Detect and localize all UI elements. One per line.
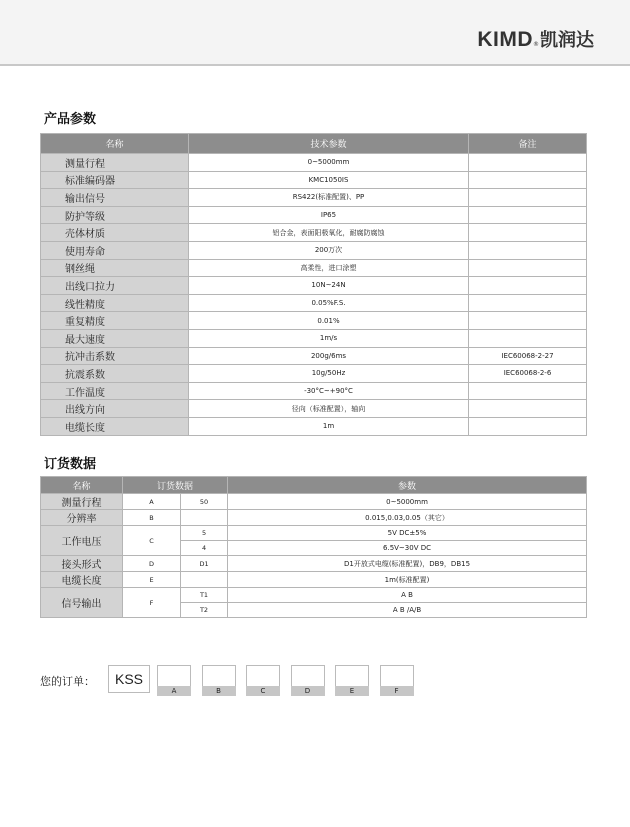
param-name: 壳体材质 [41, 224, 189, 242]
params-row [41, 417, 587, 435]
params-header-name: 名称 [41, 134, 189, 154]
order-section-title: 订货数据 [44, 457, 97, 472]
params-row [41, 259, 587, 277]
param-value: 0.01% [189, 312, 469, 330]
param-note [469, 206, 587, 224]
order-code-slot[interactable] [380, 665, 414, 696]
order-code-slot[interactable] [291, 665, 325, 696]
param-note [469, 329, 587, 347]
order-code-slot-letter: F [380, 686, 414, 696]
param-note [469, 224, 587, 242]
order-code-slot[interactable] [202, 665, 236, 696]
param-note [469, 154, 587, 172]
param-note [469, 171, 587, 189]
param-note [469, 382, 587, 400]
params-row [41, 400, 587, 418]
params-table [40, 133, 587, 436]
order-row [41, 556, 587, 572]
order-item-param: 0.015,0.03,0.05（其它） [228, 510, 587, 526]
order-item-param: 1m(标准配置) [228, 572, 587, 588]
params-header-row [41, 134, 587, 154]
order-row [41, 588, 587, 603]
order-code-slot[interactable] [335, 665, 369, 696]
param-name: 抗震系数 [41, 365, 189, 383]
params-row [41, 365, 587, 383]
params-row [41, 277, 587, 295]
order-item-name: 分辨率 [41, 510, 123, 526]
param-name: 线性精度 [41, 294, 189, 312]
order-row [41, 510, 587, 526]
order-row [41, 572, 587, 588]
param-value: 径向（标准配置），轴向 [189, 400, 469, 418]
param-note: IEC60068-2-6 [469, 365, 587, 383]
param-note [469, 417, 587, 435]
param-value: 200万次 [189, 241, 469, 259]
param-value: 高柔性，进口涂塑 [189, 259, 469, 277]
param-name: 钢丝绳 [41, 259, 189, 277]
order-header-param: 参数 [228, 477, 587, 494]
order-item-name: 信号输出 [41, 588, 123, 618]
order-code-prefix: KSS [108, 665, 150, 693]
params-row [41, 154, 587, 172]
order-code-slot-letter: B [202, 686, 236, 696]
order-item-option [181, 572, 228, 588]
param-name: 最大速度 [41, 329, 189, 347]
order-code-slot[interactable] [246, 665, 280, 696]
order-row [41, 526, 587, 541]
param-value: 1m/s [189, 329, 469, 347]
order-code-slot-letter: C [246, 686, 280, 696]
params-row [41, 189, 587, 207]
param-name: 抗冲击系数 [41, 347, 189, 365]
logo-text-cn: 凯润达 [540, 30, 594, 51]
param-note [469, 400, 587, 418]
order-item-code: F [123, 588, 181, 618]
order-item-code: E [123, 572, 181, 588]
order-header-name: 名称 [41, 477, 123, 494]
param-value: 10g/50Hz [189, 365, 469, 383]
param-value: 10N~24N [189, 277, 469, 295]
param-note [469, 294, 587, 312]
param-name: 工作温度 [41, 382, 189, 400]
param-note [469, 277, 587, 295]
order-table [40, 476, 587, 618]
param-value: 铝合金，表面阳极氧化，耐腐防腐蚀 [189, 224, 469, 242]
params-row [41, 206, 587, 224]
params-row [41, 347, 587, 365]
param-name: 重复精度 [41, 312, 189, 330]
order-item-option: 4 [181, 541, 228, 556]
params-section-title: 产品参数 [44, 112, 97, 127]
param-name: 出线口拉力 [41, 277, 189, 295]
order-item-param: A B /A/B [228, 603, 587, 618]
param-value: 1m [189, 417, 469, 435]
params-header-value: 技术参数 [189, 134, 469, 154]
param-name: 使用寿命 [41, 241, 189, 259]
param-name: 防护等级 [41, 206, 189, 224]
params-row [41, 294, 587, 312]
order-code-slot[interactable] [157, 665, 191, 696]
order-item-option: 50 [181, 494, 228, 510]
order-code-slot-letter: D [291, 686, 325, 696]
param-note: IEC60068-2-27 [469, 347, 587, 365]
order-item-option: T1 [181, 588, 228, 603]
params-row [41, 312, 587, 330]
param-value: KMC1050IS [189, 171, 469, 189]
order-item-option: 5 [181, 526, 228, 541]
order-item-name: 测量行程 [41, 494, 123, 510]
header-divider [0, 64, 630, 66]
order-item-code: A [123, 494, 181, 510]
order-item-param: 6.5V~30V DC [228, 541, 587, 556]
param-name: 出线方向 [41, 400, 189, 418]
param-value: 0.05%F.S. [189, 294, 469, 312]
order-item-code: C [123, 526, 181, 556]
param-note [469, 241, 587, 259]
param-value: IP65 [189, 206, 469, 224]
param-name: 电缆长度 [41, 417, 189, 435]
order-item-option: D1 [181, 556, 228, 572]
param-name: 测量行程 [41, 154, 189, 172]
order-item-param: A B [228, 588, 587, 603]
params-row [41, 329, 587, 347]
logo-text-en: KIMD [477, 28, 533, 51]
param-note [469, 312, 587, 330]
order-item-name: 工作电压 [41, 526, 123, 556]
param-name: 标准编码器 [41, 171, 189, 189]
registered-mark: ® [533, 41, 539, 48]
order-item-param: 0~5000mm [228, 494, 587, 510]
order-item-option [181, 510, 228, 526]
order-code-slot-letter: E [335, 686, 369, 696]
param-value: 0~5000mm [189, 154, 469, 172]
param-value: 200g/6ms [189, 347, 469, 365]
order-item-name: 接头形式 [41, 556, 123, 572]
order-code-slot-letter: A [157, 686, 191, 696]
brand-logo [477, 26, 594, 52]
order-row [41, 494, 587, 510]
order-item-name: 电缆长度 [41, 572, 123, 588]
params-row [41, 241, 587, 259]
param-value: -30°C~+90°C [189, 382, 469, 400]
params-header-note: 备注 [469, 134, 587, 154]
param-name: 输出信号 [41, 189, 189, 207]
order-item-param: 5V DC±5% [228, 526, 587, 541]
order-header-data: 订货数据 [123, 477, 228, 494]
params-row [41, 382, 587, 400]
order-item-code: D [123, 556, 181, 572]
order-item-option: T2 [181, 603, 228, 618]
param-note [469, 189, 587, 207]
order-code-label: 您的订单： [40, 675, 95, 688]
order-header-row [41, 477, 587, 494]
param-note [469, 259, 587, 277]
params-row [41, 224, 587, 242]
param-value: RS422(标准配置)、PP [189, 189, 469, 207]
order-item-param: D1开放式电缆(标准配置)，DB9，DB15 [228, 556, 587, 572]
order-item-code: B [123, 510, 181, 526]
params-row [41, 171, 587, 189]
